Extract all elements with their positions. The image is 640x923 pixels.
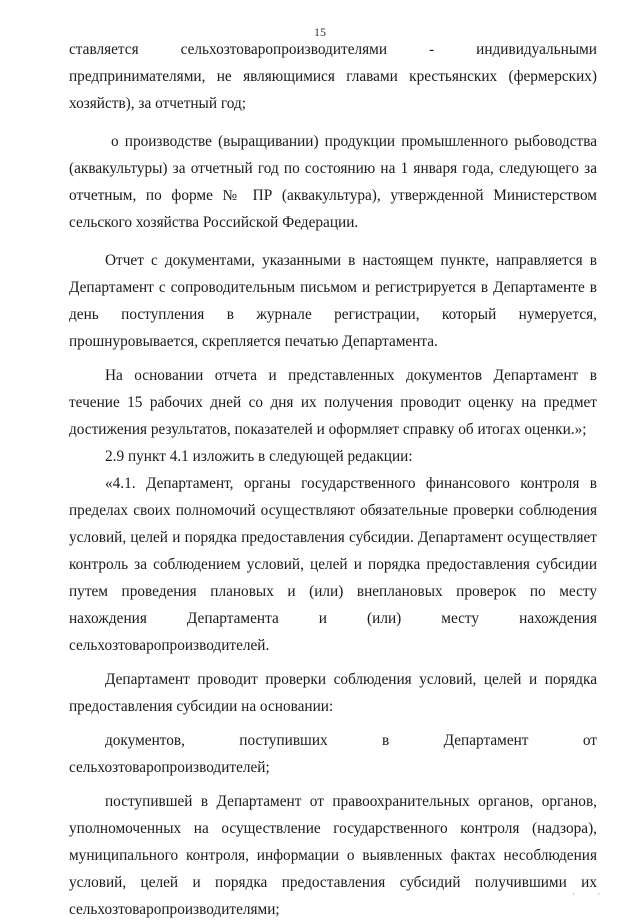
paragraph-grounds-documents: документов, поступивших в Департамент от сельхозтоваропроизводителей; <box>69 732 597 776</box>
page-number: 15 <box>314 25 326 39</box>
document-body <box>69 36 597 923</box>
paragraph-aquaculture-report: о производстве (выращивании) продукции промышленного рыбоводства (аквакультуры) за отчетный год по состоянию на 1 января года, следующего за отчетным, по форме № ПР (аквакультура), утвержденной Министерством сельского хозяйства Российской Федерации. <box>69 133 597 231</box>
paragraph-assessment: На основании отчета и представленных документов Департамент в течение 15 рабочих дней со дня их получения проводит оценку на предмет достижения результатов, показателей и оформляет справку об итогах оценки.»; <box>69 367 597 438</box>
paragraph-report-registration: Отчет с документами, указанными в настоящем пункте, направляется в Департамент с сопроводительным письмом и регистрируется в Департаменте в день поступления в журнале регистрации, который нумеруется, прошнуровывается, скрепляется печатью Департамента. <box>69 252 597 350</box>
paragraph-grounds-information: поступившей в Департамент от правоохранительных органов, органов, уполномоченных на осуществление государственного контроля (надзора), муниципального контроля, информации о выявленных фактах несоблюдения условий, целей и порядка предоставления субсидий получившими их сельхозтоваропроизводителями; <box>69 793 597 918</box>
paragraph-continuation: ставляется сельхозтоваропроизводителями - индивидуальными предпринимателями, не являющимися главами крестьянских (фермерских) хозяйств), за отчетный год; <box>69 41 597 112</box>
scan-marks: · · <box>572 889 611 899</box>
paragraph-clause-4-1: «4.1. Департамент, органы государственного финансового контроля в пределах своих полномочий осуществляют обязательные проверки соблюдения условий, целей и порядка предоставления субсидии. Департамент осуществляет контроль за соблюдением условий, целей и порядка предоставления субсидии путем проведения плановых и (или) внеплановых проверок по месту нахождения Департамента и (или) месту нахождения сельхозтоваропроизводителей. <box>69 475 597 654</box>
paragraph-inspection-grounds: Департамент проводит проверки соблюдения условий, целей и порядка предоставления субсидии на основании: <box>69 671 597 715</box>
paragraph-amendment-intro: 2.9 пункт 4.1 изложить в следующей редакции: <box>105 448 413 465</box>
